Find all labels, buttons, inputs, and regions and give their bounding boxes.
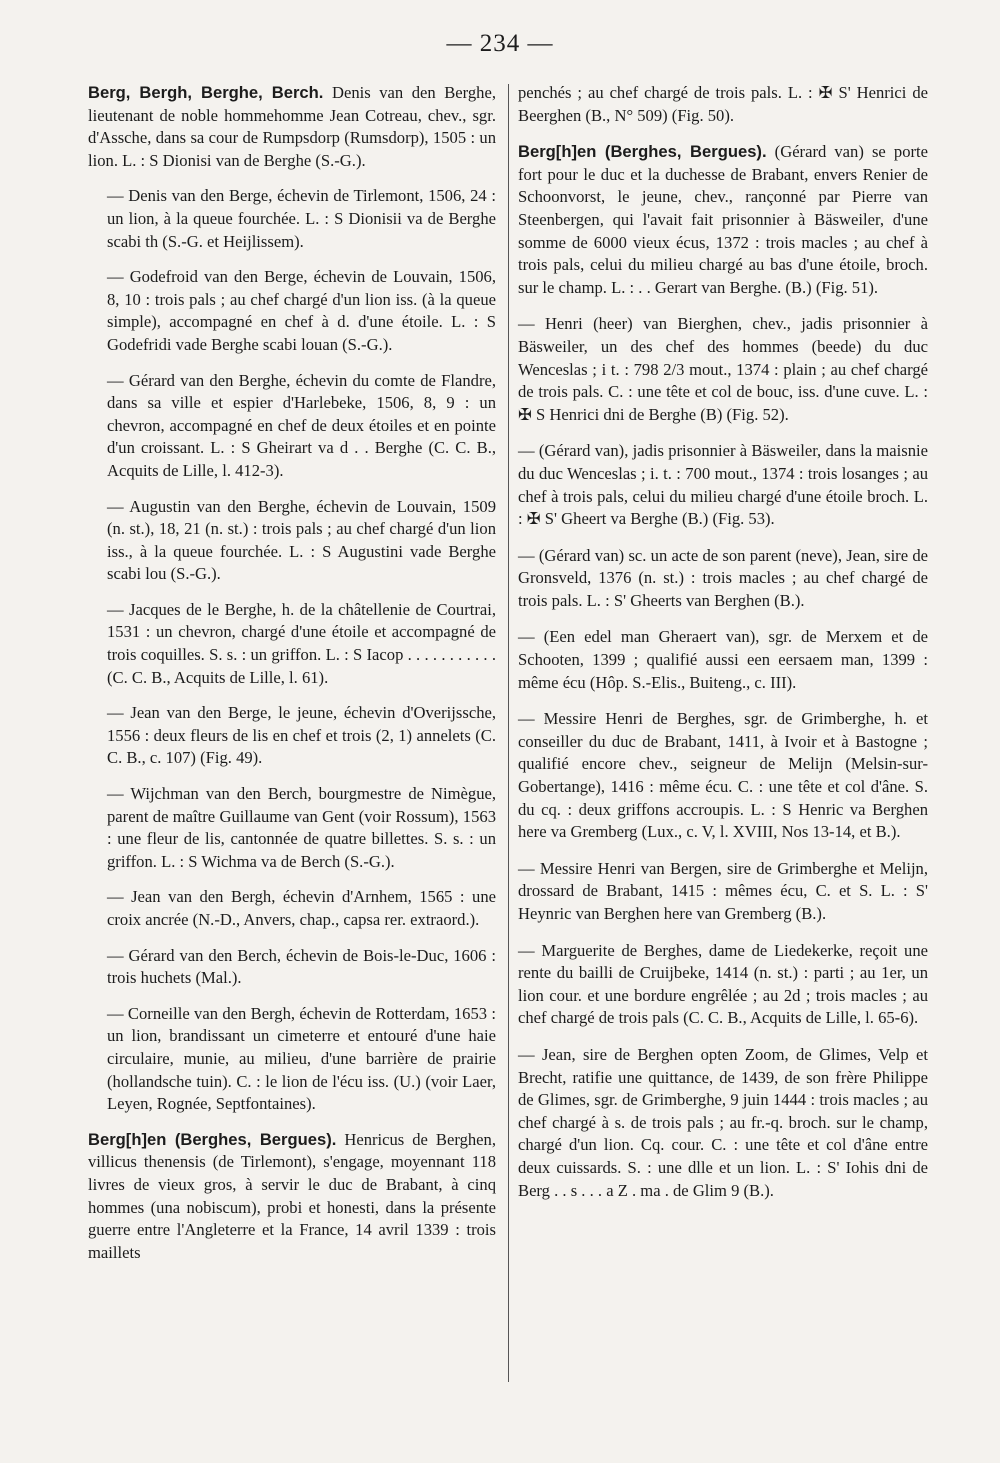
entry-henri-bierghen: — Henri (heer) van Bierghen, chev., jadis prisonnier à Bäsweiler, un des chef des hommes (beede) du duc Wenceslas ; i t. : 798 2/3 mout., 1374 : plain ; au chef chargé de trois pals. C. : une tête et col de bouc, iss. d'une cuve. L. : ✠ S Henrici dni de Berghe (B) (Fig. 52). bbox=[518, 314, 928, 424]
page-number: — 234 — bbox=[446, 30, 554, 57]
entry-gerard-berch: — Gérard van den Berch, échevin de Bois-le-Duc, 1606 : trois huchets (Mal.). bbox=[107, 945, 496, 988]
entry-jean-bergh: — Jean van den Bergh, échevin d'Arnhem, 1565 : une croix ancrée (N.-D., Anvers, chap., capsa rer. extraord.). bbox=[107, 887, 496, 929]
entry-denis-berge: — Denis van den Berge, échevin de Tirlemont, 1506, 24 : un lion, à la queue fourchée. L. : S Dionisii va de Berghe scabi th (S.-G. et Heijlissem). bbox=[107, 186, 496, 251]
entry-godefroid: — Godefroid van den Berge, échevin de Louvain, 1506, 8, 10 : trois pals ; au chef chargé d'un lion iss. (à la queue simple), accompagné en chef à d. d'une étoile. L. : S Godefridi vade Berghe scabi louan (S.-G.). bbox=[107, 267, 496, 354]
entry-text: Henricus de Berghen, villicus thenensis (de Tirlemont), s'engage, moyennant 118 livres de vieux gros, à servir le duc de Brabant, à cinq hommes (una nobiscum), probi et honesti, dans la présente guerre entre l'Angleterre et la France, 14 avril 1339 : trois maillets bbox=[88, 1129, 496, 1262]
entry-berg bbox=[88, 82, 496, 172]
column-divider bbox=[508, 84, 509, 1382]
left-column bbox=[88, 82, 496, 1277]
entry-henri-berghes: — Messire Henri de Berghes, sgr. de Grimberghe, h. et conseiller du duc de Brabant, 1411, à Ivoir et à Bastogne ; qualifié encore chev., seigneur de Melijn (Melsin-sur-Gobertange), 1416 : même écu. C. : une tête et col d'âne. S. du cq. : deux griffons accroupis. L. : S Henric va Berghen here va Gremberg (Lux., c. V, l. XVIII, Nos 13-14, et B.). bbox=[518, 709, 928, 842]
entry-wijchman: — Wijchman van den Berch, bourgmestre de Nimègue, parent de maître Guillaume van Gent (voir Rossum), 1563 : une fleur de lis, cantonnée de quatre billettes. S. s. : un griffon. L. : S Wichma va de Berch (S.-G.). bbox=[107, 784, 496, 871]
entry-text: (Gérard van) se porte fort pour le duc et la duchesse de Brabant, envers Renier de Schoonvorst, le jeune, chev., rançonné par Pierre van Steenbergen, qui l'avait fait prisonnier à Bäsweiler, d'une somme de 6000 vieux écus, 1372 : trois macles ; au chef à trois pals, celui du milieu chargé au bas d'une étoile, broch. sur le champ. L. : . . Gerart van Berghe. (B.) (Fig. 51). bbox=[518, 142, 928, 297]
entry-gerard-neve: — (Gérard van) sc. un acte de son parent (neve), Jean, sire de Gronsveld, 1376 (n. st.) : trois macles ; au chef chargé de trois pals. L. : S' Gheerts van Berghen (B.). bbox=[518, 545, 928, 610]
entry-jean-berge: — Jean van den Berge, le jeune, échevin d'Overijssche, 1556 : deux fleurs de lis en chef et trois (2, 1) annelets (C. C. B., c. 107) (Fig. 49). bbox=[107, 703, 496, 768]
entry-heading: Berg, Bergh, Berghe, Berch. bbox=[88, 83, 324, 102]
entry-gerard-berghe: — Gérard van den Berghe, échevin du comte de Flandre, dans sa ville et espier d'Harlebeke, 1506, 8, 9 : un chevron, accompagné en chef de deux étoiles et en pointe d'un croissant. L. : S Gheirart va d . . Berghe (C. C. B., Acquits de Lille, l. 412-3). bbox=[107, 370, 496, 480]
entry-een-edel-man: — (Een edel man Gheraert van), sgr. de Merxem et de Schooten, 1399 ; qualifié aussi een eersaem man, 1399 : même écu (Hôp. S.-Elis., Buiteng., c. III). bbox=[518, 627, 928, 692]
entry-berghen-gerard bbox=[518, 141, 928, 299]
entry-jean-opten-zoom: — Jean, sire de Berghen opten Zoom, de Glimes, Velp et Brecht, ratifie une quittance, de 1439, de son frère Philippe de Glimes, sgr. de Grimberghe, 9 juin 1444 : trois macles ; au chef chargé à s. de trois pals ; au fr.-q. broch. sur le champ, chargé d'un lion. Cq. cour. C. : une tête et col d'âne entre deux cuissards. S. : une dlle et un lion. L. : S' Iohis dni de Berg . . s . . . a Z . ma . de Glim 9 (B.). bbox=[518, 1044, 928, 1200]
entry-berghen-henricus bbox=[88, 1129, 496, 1265]
entry-marguerite: — Marguerite de Berghes, dame de Liedekerke, reçoit une rente du bailli de Cruijbeke, 1414 (n. st.) : parti ; au 1er, un lion cour. et une bordure engrêlée ; au 2d ; trois macles ; au chef chargé de trois pals (C. C. B., Acquits de Lille, l. 65-6). bbox=[518, 940, 928, 1028]
entry-text: Denis van den Berghe, lieutenant de noble hommehomme Jean Cotreau, chev., sgr. d'Assche, dans sa cour de Rumpsdorp (Rumsdorp), 1505 : un lion. L. : S Dionisi van de Berghe (S.-G.). bbox=[88, 83, 496, 170]
entry-heading: Berg[h]en (Berghes, Bergues). bbox=[88, 1129, 337, 1149]
entry-corneille: — Corneille van den Bergh, échevin de Rotterdam, 1653 : un lion, brandissant un cimeterre et entouré d'une haie circulaire, munie, au milieu, d'une barrière de prairie (hollandsche tuin). C. : le lion de l'écu iss. (U.) (voir Laer, Leyen, Rognée, Septfontaines). bbox=[107, 1003, 496, 1114]
entry-jacques: — Jacques de le Berghe, h. de la châtellenie de Courtrai, 1531 : un chevron, chargé d'une étoile et accompagné de trois coquilles. S. s. : un griffon. L. : S Iacop . . . . . . . . . . . (C. C. B., Acquits de Lille, l. 61). bbox=[107, 599, 496, 687]
right-column bbox=[518, 82, 928, 1216]
entry-augustin: — Augustin van den Berghe, échevin de Louvain, 1509 (n. st.), 18, 21 (n. st.) : trois pals ; au chef chargé d'un lion iss., à la queue fourchée. L. : S Augustini vade Berghe scabi lou (S.-G.). bbox=[107, 496, 496, 584]
entry-henri-bergen: — Messire Henri van Bergen, sire de Grimberghe et Melijn, drossard de Brabant, 1415 : mêmes écu, C. et S. L. : S' Heynric van Berghen here van Gremberg (B.). bbox=[518, 858, 928, 923]
entry-gerard-prisonnier: — (Gérard van), jadis prisonnier à Bäsweiler, dans la maisnie du duc Wenceslas ; i. t. : 700 mout., 1374 : trois losanges ; au chef à trois pals, celui du milieu chargé d'une étoile broch. L. : ✠ S' Gheert va Berghe (B.) (Fig. 53). bbox=[518, 441, 928, 529]
entry-continuation: penchés ; au chef chargé de trois pals. L. : ✠ S' Henrici de Beerghen (B., N° 509) (Fig. 50). bbox=[518, 83, 928, 125]
entry-heading: Berg[h]en (Berghes, Bergues). bbox=[518, 142, 767, 162]
